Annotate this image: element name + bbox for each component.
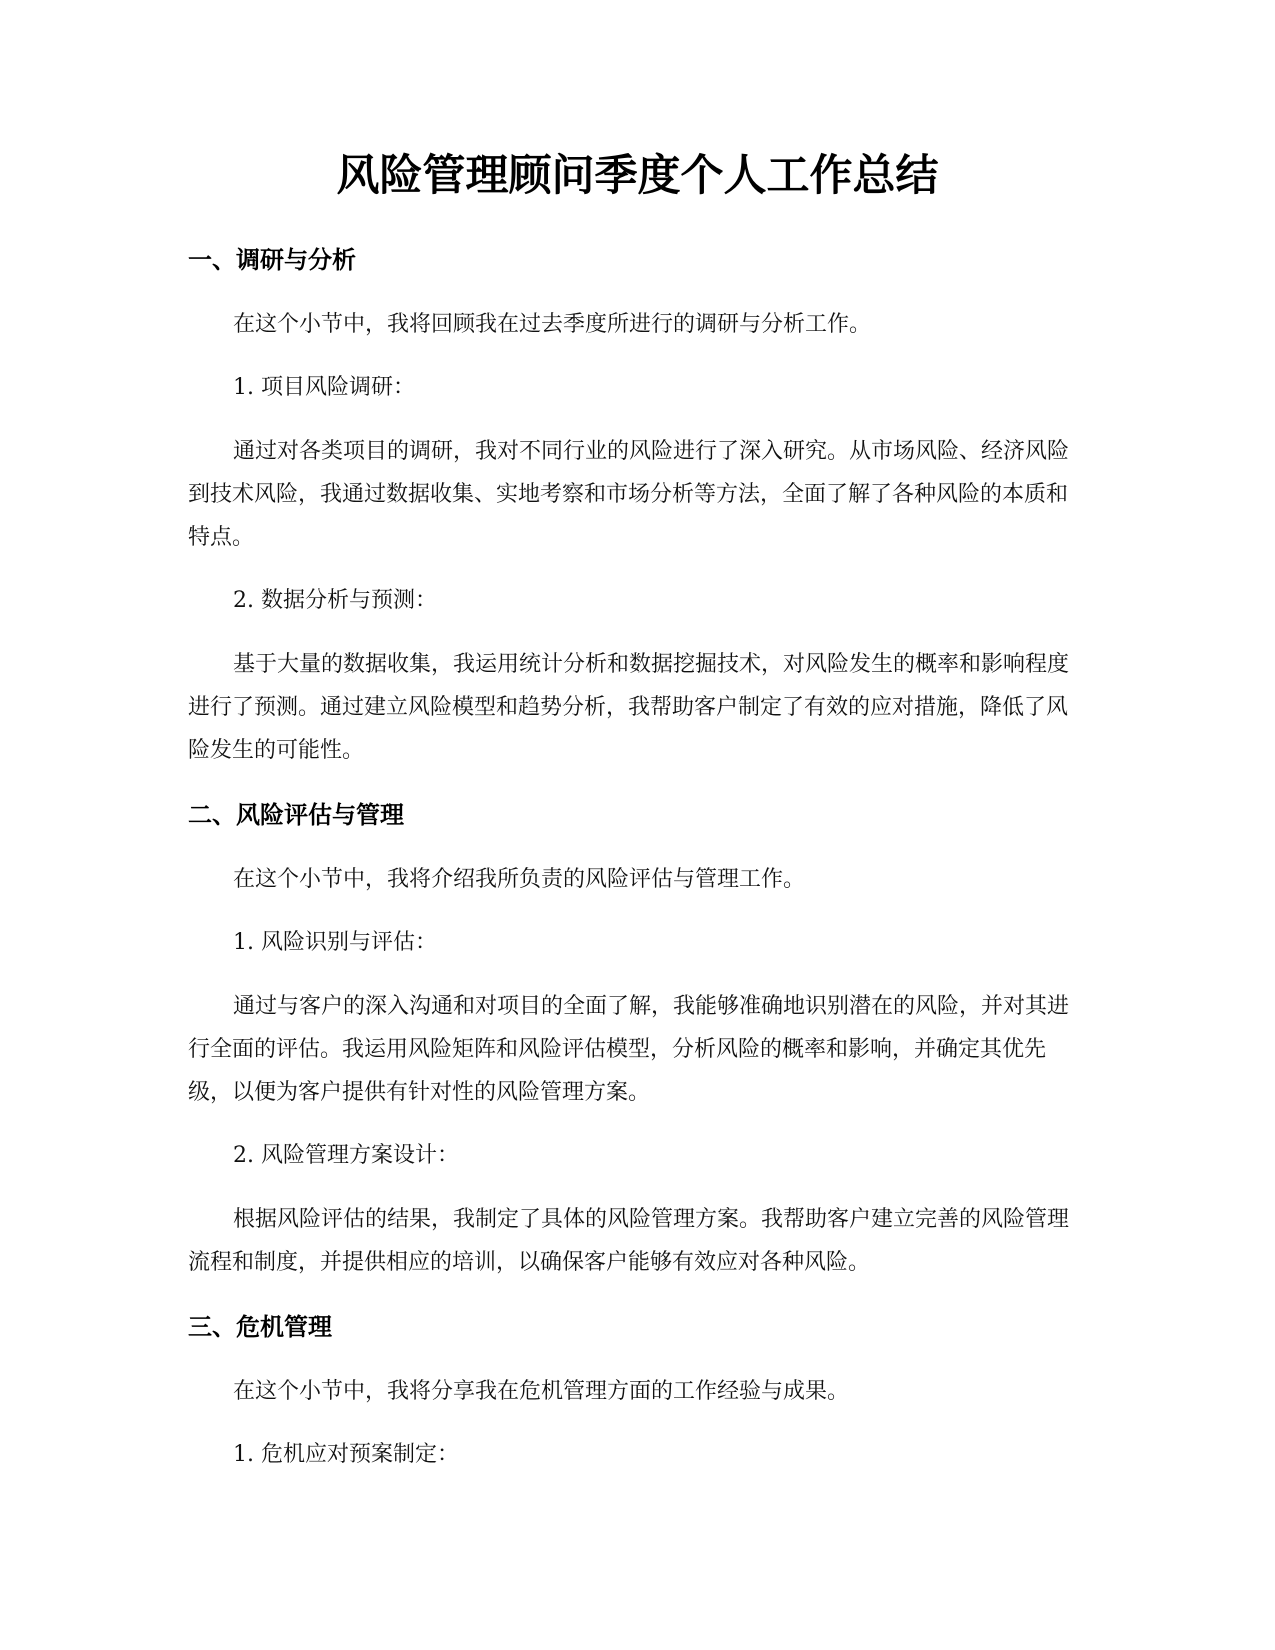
item-label: 2. 数据分析与预测： [233, 588, 437, 613]
section-heading: 二、风险评估与管理 [188, 801, 404, 829]
section-intro: 在这个小节中，我将介绍我所负责的风险评估与管理工作。 [233, 867, 806, 892]
section-crisis-management [188, 1310, 1088, 1472]
item-label: 1. 项目风险调研： [233, 375, 415, 400]
item-body: 通过对各类项目的调研，我对不同行业的风险进行了深入研究。从市场风险、经济风险到技术风险，我通过数据收集、实地考察和市场分析等方法，全面了解了各种风险的本质和特点。 [188, 439, 1070, 550]
section-research-analysis [188, 243, 1088, 772]
section-intro: 在这个小节中，我将回顾我在过去季度所进行的调研与分析工作。 [233, 312, 872, 337]
document-title: 风险管理顾问季度个人工作总结 [336, 151, 939, 201]
document-body [188, 243, 1088, 1472]
item-body: 通过与客户的深入沟通和对项目的全面了解，我能够准确地识别潜在的风险，并对其进行全面的评估。我运用风险矩阵和风险评估模型，分析风险的概率和影响，并确定其优先级，以便为客户提供有针对性的风险管理方案。 [188, 994, 1070, 1105]
item-label: 1. 风险识别与评估： [233, 930, 437, 955]
section-intro: 在这个小节中，我将分享我在危机管理方面的工作经验与成果。 [233, 1379, 850, 1404]
section-heading: 三、危机管理 [188, 1313, 332, 1341]
section-risk-assessment [188, 798, 1088, 1284]
item-body: 根据风险评估的结果，我制定了具体的风险管理方案。我帮助客户建立完善的风险管理流程和制度，并提供相应的培训，以确保客户能够有效应对各种风险。 [188, 1207, 1070, 1275]
item-body: 基于大量的数据收集，我运用统计分析和数据挖掘技术，对风险发生的概率和影响程度进行了预测。通过建立风险模型和趋势分析，我帮助客户制定了有效的应对措施，降低了风险发生的可能性。 [188, 652, 1070, 763]
section-heading: 一、调研与分析 [188, 246, 356, 274]
item-label: 1. 危机应对预案制定： [233, 1442, 459, 1467]
item-label: 2. 风险管理方案设计： [233, 1143, 459, 1168]
